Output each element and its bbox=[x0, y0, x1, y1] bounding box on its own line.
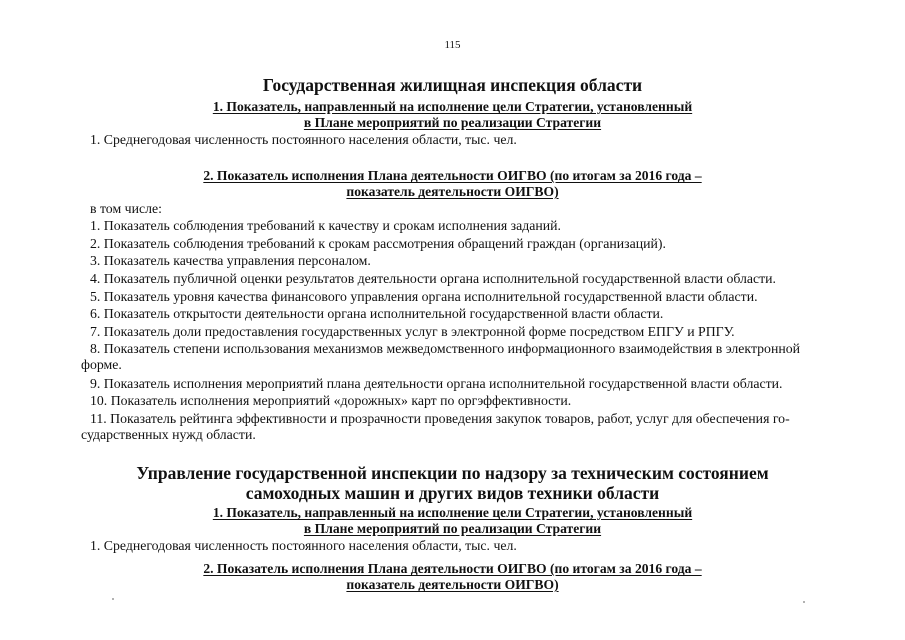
indicator1-heading-line1 bbox=[0, 505, 905, 521]
indicator2-heading-text: 2. Показатель исполнения Плана деятельности ОИГВО (по итогам за 2016 года – bbox=[203, 561, 702, 576]
indicator1-heading-text: в Плане мероприятий по реализации Стратегии bbox=[303, 521, 602, 536]
indicator1-heading-line2 bbox=[0, 115, 905, 131]
list-item: 9. Показатель исполнения мероприятий плана деятельности органа исполнительной государственной власти области. bbox=[90, 376, 783, 391]
list-item-continuation: сударственных нужд области. bbox=[81, 427, 256, 442]
indicator1-heading-text: 1. Показатель, направленный на исполнение цели Стратегии, установленный bbox=[212, 505, 693, 520]
section-title-machinery-inspection-line2: самоходных машин и других видов техники области bbox=[245, 483, 660, 503]
list-item: 4. Показатель публичной оценки результатов деятельности органа исполнительной государственной власти области. bbox=[90, 271, 777, 286]
list-item: 2. Показатель соблюдения требований к срокам рассмотрения обращений граждан (организаций). bbox=[90, 236, 666, 251]
scan-speck bbox=[803, 601, 805, 603]
list-item: 8. Показатель степени использования механизмов межведомственного информационного взаимодействия в электронной bbox=[90, 341, 800, 356]
list-item: 5. Показатель уровня качества финансового управления органа исполнительной государственной власти области. bbox=[90, 289, 758, 304]
indicator2-heading-text: показатель деятельности ОИГВО) bbox=[346, 577, 559, 592]
list-item: 6. Показатель открытости деятельности органа исполнительной государственной власти области. bbox=[90, 306, 664, 321]
indicator1-heading-line1 bbox=[0, 99, 905, 115]
list-item: 10. Показатель исполнения мероприятий «дорожных» карт по оргэффективности. bbox=[90, 393, 572, 408]
indicator1-heading-line2 bbox=[0, 521, 905, 537]
indicator2-heading-line2 bbox=[0, 184, 905, 200]
list-item-continuation: форме. bbox=[81, 357, 122, 372]
indicator1-item: 1. Среднегодовая численность постоянного населения области, тыс. чел. bbox=[90, 132, 517, 147]
including-label: в том числе: bbox=[90, 201, 162, 216]
page-number: 115 bbox=[444, 39, 461, 51]
list-item: 7. Показатель доли предоставления государственных услуг в электронной форме посредством ЕПГУ и РПГУ. bbox=[90, 324, 735, 339]
indicator1-heading-text: 1. Показатель, направленный на исполнение цели Стратегии, установленный bbox=[212, 99, 693, 114]
indicator2-heading-line1 bbox=[0, 561, 905, 577]
indicator2-heading-text: показатель деятельности ОИГВО) bbox=[346, 184, 559, 199]
indicator1-heading-text: в Плане мероприятий по реализации Стратегии bbox=[303, 115, 602, 130]
indicator2-heading-text: 2. Показатель исполнения Плана деятельности ОИГВО (по итогам за 2016 года – bbox=[203, 168, 702, 183]
list-item: 11. Показатель рейтинга эффективности и прозрачности проведения закупок товаров, работ, услуг для обеспечения го- bbox=[90, 411, 790, 426]
indicator1-item: 1. Среднегодовая численность постоянного населения области, тыс. чел. bbox=[90, 538, 517, 553]
list-item: 1. Показатель соблюдения требований к качеству и срокам исполнения заданий. bbox=[90, 218, 561, 233]
indicator2-heading-line2 bbox=[0, 577, 905, 593]
indicator2-heading-line1 bbox=[0, 168, 905, 184]
section-title-machinery-inspection-line1: Управление государственной инспекции по надзору за техническим состоянием bbox=[136, 463, 769, 483]
list-item: 3. Показатель качества управления персоналом. bbox=[90, 253, 371, 268]
section-title-housing-inspection: Государственная жилищная инспекция области bbox=[262, 75, 643, 95]
scan-speck bbox=[112, 598, 114, 600]
